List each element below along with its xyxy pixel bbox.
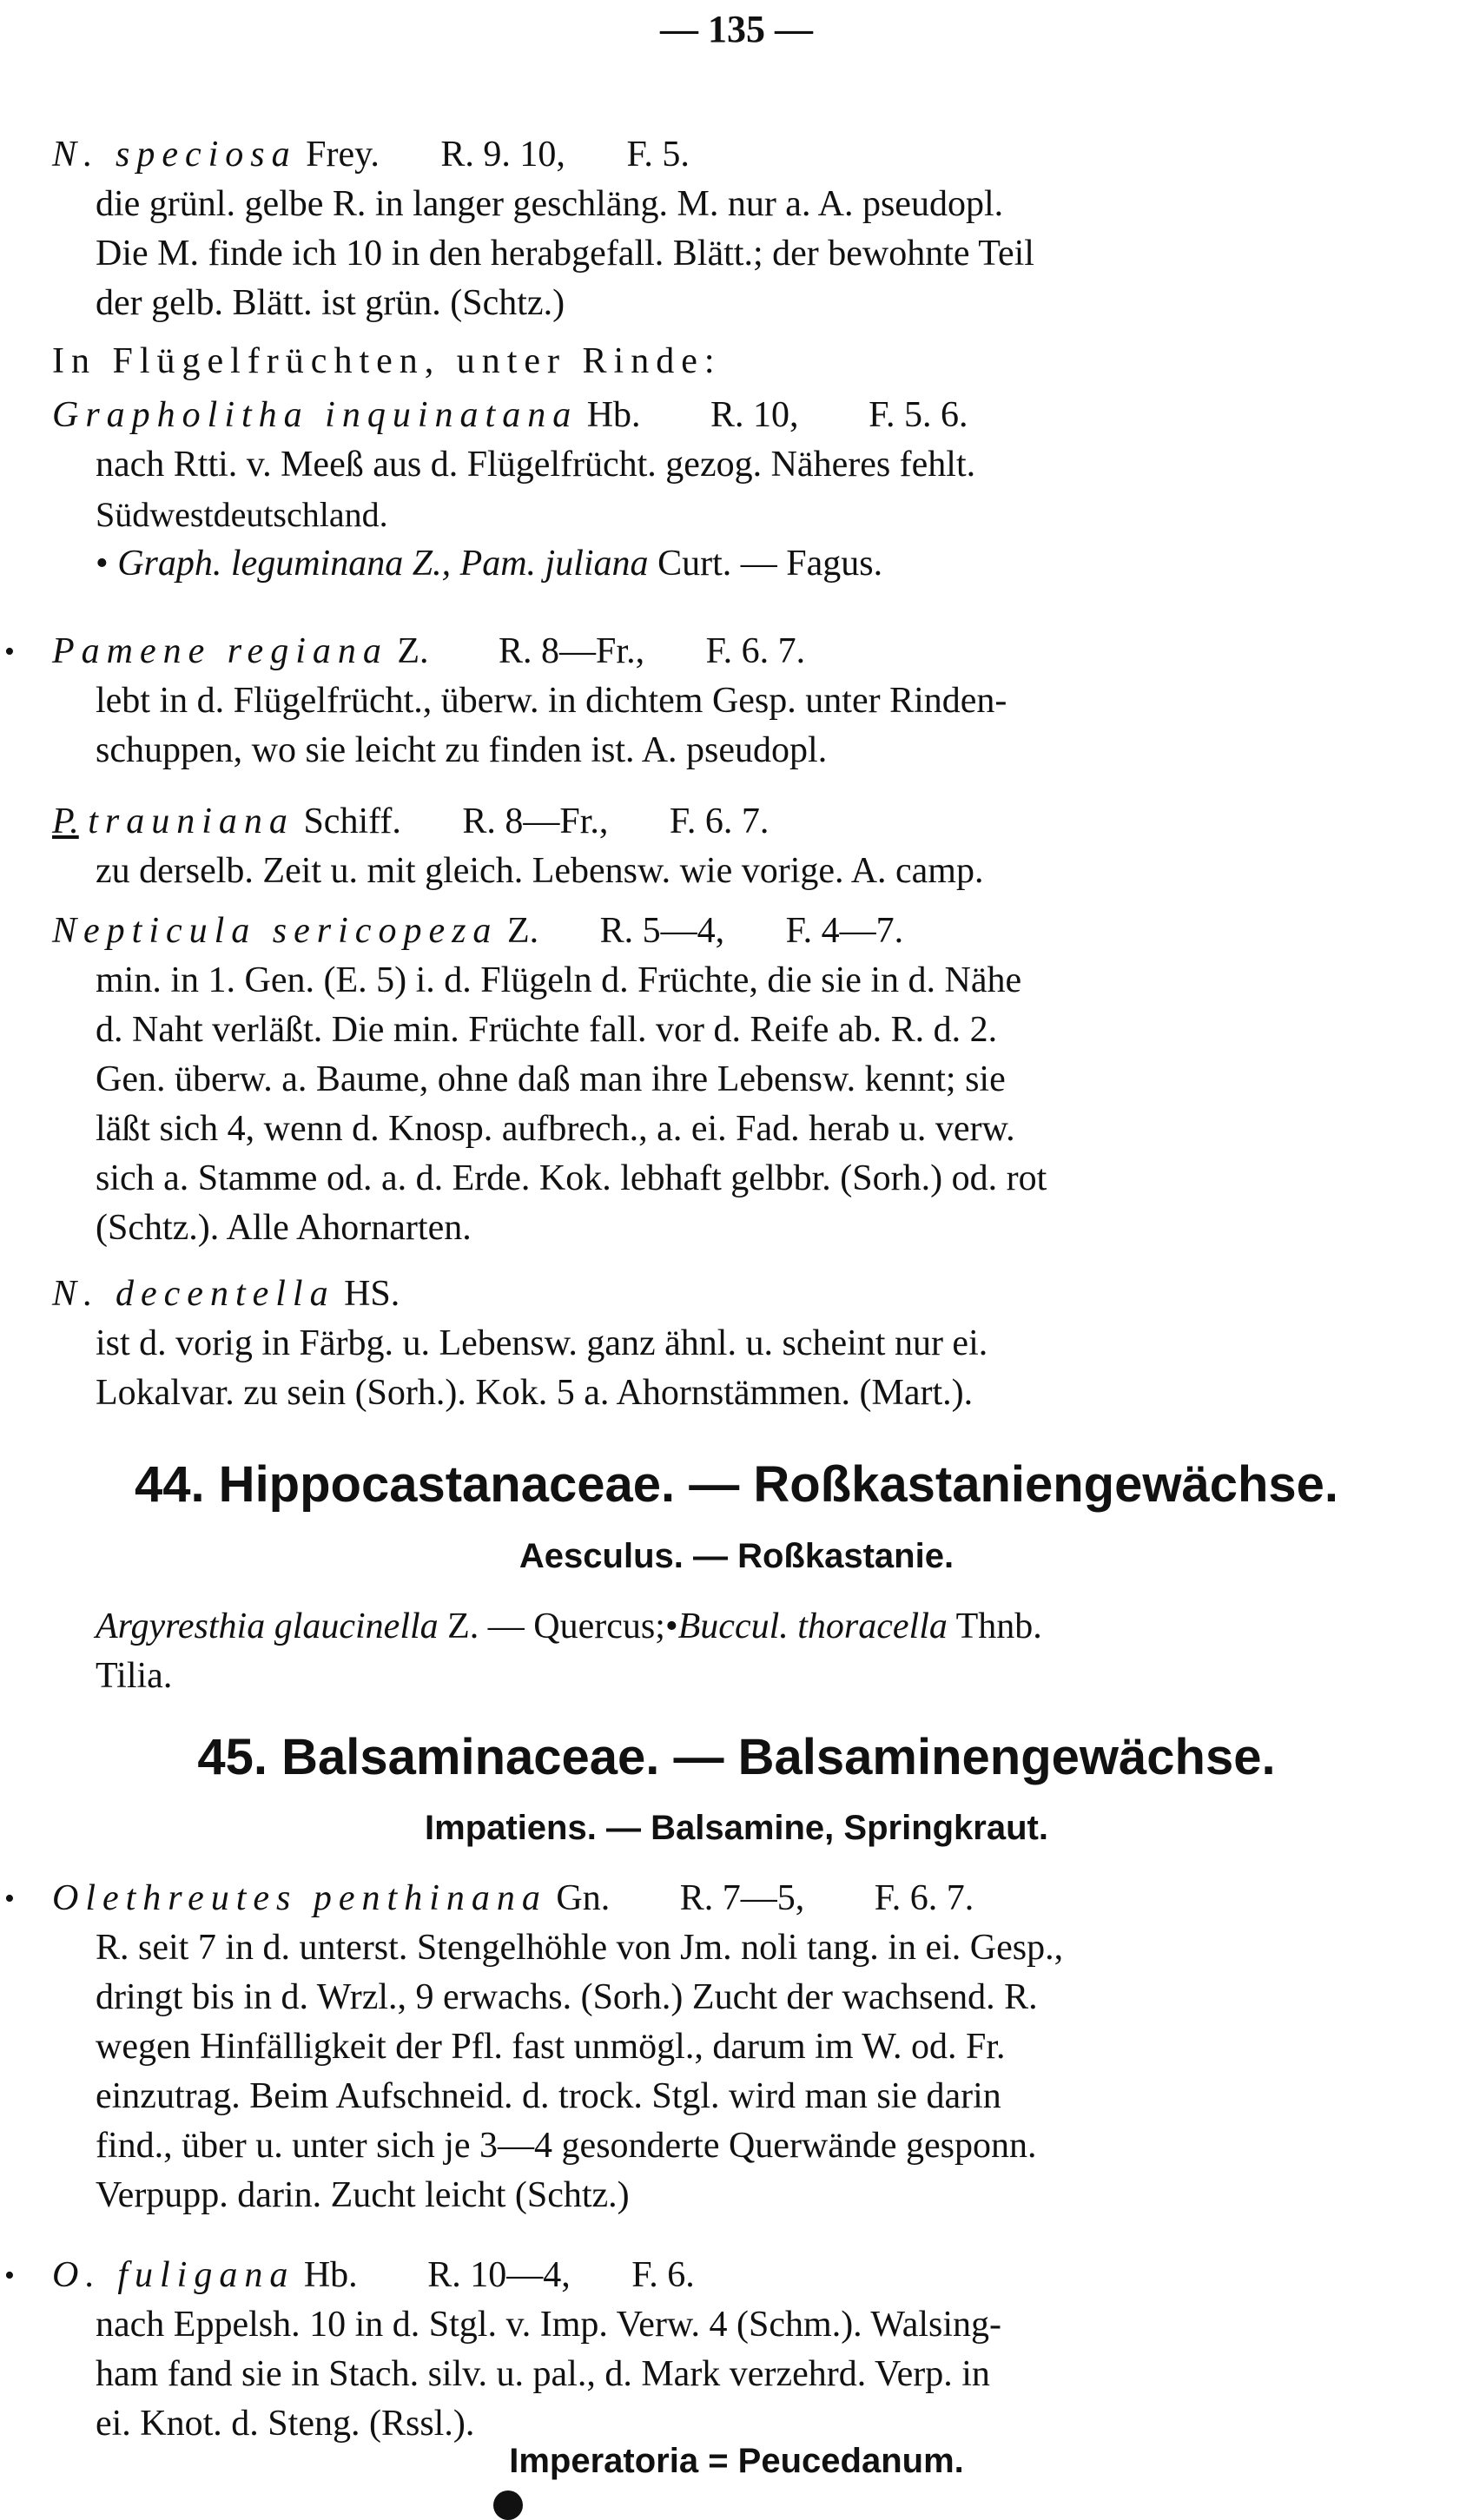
entry-header	[52, 2251, 1442, 2300]
species-author: Gn.	[556, 1878, 611, 1918]
flight-period: F. 4—7.	[785, 911, 904, 951]
flight-period: F. 6.	[631, 2255, 695, 2295]
note-italic: Graph. leguminana Z., Pam. juliana	[117, 544, 649, 584]
entry-line: die grünl. gelbe R. in langer geschläng. M. nur a. A. pseudopl.	[96, 184, 1004, 224]
flight-period: F. 6. 7.	[669, 802, 770, 841]
entry-line: Gen. überw. a. Baume, ohne daß man ihre Lebensw. kennt; sie	[96, 1059, 1006, 1099]
species-author: HS.	[344, 1274, 400, 1314]
entry-line: ei. Knot. d. Steng. (Rssl.).	[96, 2404, 475, 2444]
larva-period: R. 10,	[710, 395, 799, 435]
entry-argyresthia	[52, 1602, 1442, 1701]
species-name: Grapholitha inquinatana	[52, 395, 578, 435]
larva-period: R. 9. 10,	[440, 135, 565, 175]
entry-header	[52, 1874, 1442, 1923]
species-author: Hb.	[586, 395, 641, 435]
species-name: Pamene regiana	[52, 631, 388, 671]
ink-blot-dot	[493, 2490, 523, 2520]
entry-header	[52, 907, 1442, 956]
entry-line: sich a. Stamme od. a. d. Erde. Kok. lebhaft gelbbr. (Sorh.) od. rot	[96, 1158, 1047, 1198]
page-number: — 135 —	[660, 8, 813, 50]
subheading-fluegelfruechte	[52, 337, 1442, 386]
entry-olethreutes-penthinana	[4, 1874, 1442, 2220]
larva-period: R. 10—4,	[427, 2255, 571, 2295]
entry-line: find., über u. unter sich je 3—4 gesonderte Querwände gesponn.	[96, 2126, 1037, 2166]
section-subheading-impatiens: Impatiens. — Balsamine, Springkraut.	[425, 1809, 1048, 1847]
bullet-icon: •	[96, 544, 109, 584]
entry-o-fuligana	[4, 2251, 1442, 2449]
larva-period: R. 7—5,	[679, 1878, 805, 1918]
entry-note	[52, 539, 1442, 589]
larva-period: R. 8—Fr.,	[499, 631, 645, 671]
section-subheading-aesculus: Aesculus. — Roßkastanie.	[519, 1537, 954, 1575]
entry-p-trauniana	[52, 797, 1442, 896]
entry-line: Verpupp. darin. Zucht leicht (Schtz.)	[96, 2175, 630, 2215]
flight-period: F. 5.	[626, 135, 690, 175]
larva-period: R. 8—Fr.,	[462, 802, 609, 841]
species-name: Olethreutes penthinana	[52, 1878, 547, 1918]
entry-line: Lokalvar. zu sein (Sorh.). Kok. 5 a. Ahornstämmen. (Mart.).	[96, 1373, 974, 1413]
entry-line: der gelb. Blätt. ist grün. (Schtz.)	[96, 283, 565, 323]
entry-line: R. seit 7 in d. unterst. Stengelhöhle von Jm. noli tang. in ei. Gesp.,	[96, 1928, 1064, 1968]
entry-header	[52, 391, 1442, 440]
species-author: Z.	[506, 911, 539, 951]
entry-text: Thnb.	[955, 1606, 1042, 1646]
entry-text: Z. — Quercus;	[447, 1606, 665, 1646]
entry-nepticula-sericopeza	[52, 907, 1442, 1253]
species-name: N. decentella	[52, 1274, 335, 1314]
species-author: Frey.	[306, 135, 380, 175]
entry-line: Südwestdeutschland.	[96, 495, 388, 534]
species-author: Schiff.	[303, 802, 401, 841]
species-author: Hb.	[303, 2255, 358, 2295]
entry-line: schuppen, wo sie leicht zu finden ist. A. pseudopl.	[96, 730, 828, 770]
larva-period: R. 5—4,	[599, 911, 725, 951]
entry-header	[52, 797, 1442, 847]
entry-line: lebt in d. Flügelfrücht., überw. in dichtem Gesp. unter Rinden-	[96, 681, 1007, 721]
species-name: N. speciosa	[52, 135, 297, 175]
entry-line: dringt bis in d. Wrzl., 9 erwachs. (Sorh.) Zucht der wachsend. R.	[96, 1977, 1038, 2017]
bullet-icon: •	[4, 636, 15, 668]
entry-n-speciosa	[52, 130, 1442, 328]
entry-line: d. Naht verläßt. Die min. Früchte fall. vor d. Reife ab. R. d. 2.	[96, 1010, 998, 1050]
habitat-heading: In Flügelfrüchten, unter Rinde:	[52, 341, 722, 381]
genus-abbrev: P.	[52, 802, 79, 841]
entry-line: ist d. vorig in Färbg. u. Lebensw. ganz ähnl. u. scheint nur ei.	[96, 1323, 988, 1363]
entry-header	[52, 1270, 1442, 1319]
flight-period: F. 5. 6.	[869, 395, 968, 435]
entry-line: nach Eppelsh. 10 in d. Stgl. v. Imp. Verw. 4 (Schm.). Walsing-	[96, 2305, 1002, 2345]
species-italic: Argyresthia glaucinella	[96, 1606, 439, 1646]
species-name: Nepticula sericopeza	[52, 911, 499, 951]
entry-line: nach Rtti. v. Meeß aus d. Flügelfrücht. gezog. Näheres fehlt.	[96, 445, 976, 485]
entry-header	[52, 627, 1442, 676]
flight-period: F. 6. 7.	[874, 1878, 974, 1918]
entry-line	[52, 1602, 1442, 1652]
entry-line: (Schtz.). Alle Ahornarten.	[96, 1208, 472, 1248]
entry-line: Tilia.	[96, 1656, 173, 1696]
entry-line: Die M. finde ich 10 in den herabgefall. Blätt.; der bewohnte Teil	[96, 234, 1034, 274]
entry-line: zu derselb. Zeit u. mit gleich. Lebensw. wie vorige. A. camp.	[96, 851, 984, 891]
bullet-icon: •	[4, 2259, 15, 2292]
entry-line: wegen Hinfälligkeit der Pfl. fast unmögl., darum im W. od. Fr.	[96, 2027, 1006, 2067]
species-name: O. fuligana	[52, 2255, 295, 2295]
cross-reference-imperatoria: Imperatoria = Peucedanum.	[509, 2442, 964, 2480]
bullet-icon: •	[4, 1883, 15, 1915]
entry-pamene-regiana	[4, 627, 1442, 775]
entry-line: einzutrag. Beim Aufschneid. d. trock. Stgl. wird man sie darin	[96, 2076, 1001, 2116]
section-heading-44: 44. Hippocastanaceae. — Roßkastaniengewächse.	[134, 1456, 1339, 1513]
section-heading-45: 45. Balsaminaceae. — Balsaminengewächse.	[197, 1729, 1276, 1785]
entry-line: läßt sich 4, wenn d. Knosp. aufbrech., a. ei. Fad. herab u. verw.	[96, 1109, 1015, 1149]
note-text: Curt. — Fagus.	[657, 544, 883, 584]
entry-grapholitha	[52, 391, 1442, 589]
entry-n-decentella	[52, 1270, 1442, 1418]
flight-period: F. 6. 7.	[705, 631, 806, 671]
entry-header	[52, 130, 1442, 180]
species-italic: Buccul. thoracella	[677, 1606, 948, 1646]
bullet-icon: •	[664, 1606, 678, 1646]
species-author: Z.	[397, 631, 429, 671]
entry-line: min. in 1. Gen. (E. 5) i. d. Flügeln d. Früchte, die sie in d. Nähe	[96, 960, 1022, 1000]
species-name: trauniana	[88, 802, 294, 841]
entry-line: ham fand sie in Stach. silv. u. pal., d. Mark verzehrd. Verp. in	[96, 2354, 990, 2394]
